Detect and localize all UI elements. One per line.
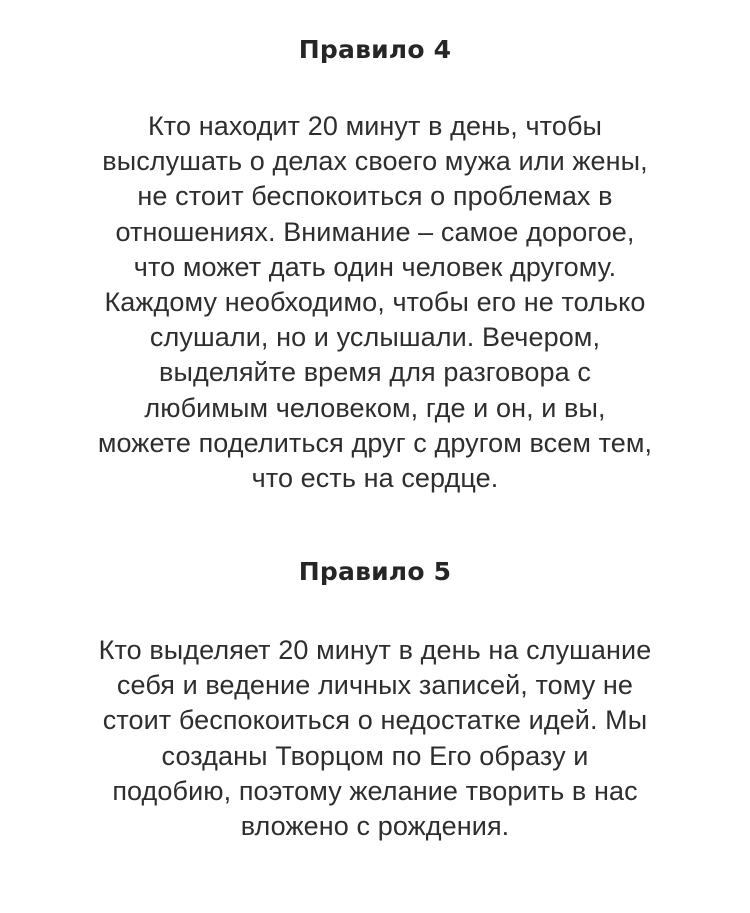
rule-4-title: Правило 4 <box>298 35 452 64</box>
rule-4-line: любимым человеком, где и он, и вы, <box>144 392 606 423</box>
rule-5-section <box>0 552 750 844</box>
rule-4-line: можете поделиться друг с другом всем тем, <box>97 427 653 458</box>
rule-4-text <box>0 109 750 496</box>
rule-5-title: Правило 5 <box>298 557 452 586</box>
rule-5-line: Кто выделяет 20 минут в день на слушание <box>98 635 652 665</box>
rule-5-text <box>0 633 750 844</box>
rule-4-line: что может дать один человек другому. <box>133 251 617 282</box>
rule-5-line: стоит беспокоиться о недостатке идей. Мы <box>102 705 648 736</box>
rule-4-line: отношениях. Внимание – самое дорогое, <box>115 216 635 247</box>
rule-5-line: созданы Творцом по Его образу и <box>161 740 589 771</box>
rule-4-line: выслушать о делах своего мужа или жены, <box>102 146 648 177</box>
rule-4-line: Кто находит 20 минут в день, чтобы <box>147 111 603 141</box>
rule-4-line: Каждому необходимо, чтобы его не только <box>104 287 646 318</box>
rule-4-section <box>0 30 750 496</box>
rule-5-line: вложено с рождения. <box>240 811 510 842</box>
rule-4-line: не стоит беспокоиться о проблемах в <box>137 181 613 212</box>
rule-5-line: подобию, поэтому желание творить в нас <box>112 775 638 806</box>
rule-4-line: что есть на сердце. <box>251 463 499 494</box>
rule-4-line: выделяйте время для разговора с <box>159 357 591 388</box>
rule-4-line: слушали, но и услышали. Вечером, <box>149 322 601 353</box>
rule-5-line: себя и ведение личных записей, тому не <box>116 670 634 701</box>
